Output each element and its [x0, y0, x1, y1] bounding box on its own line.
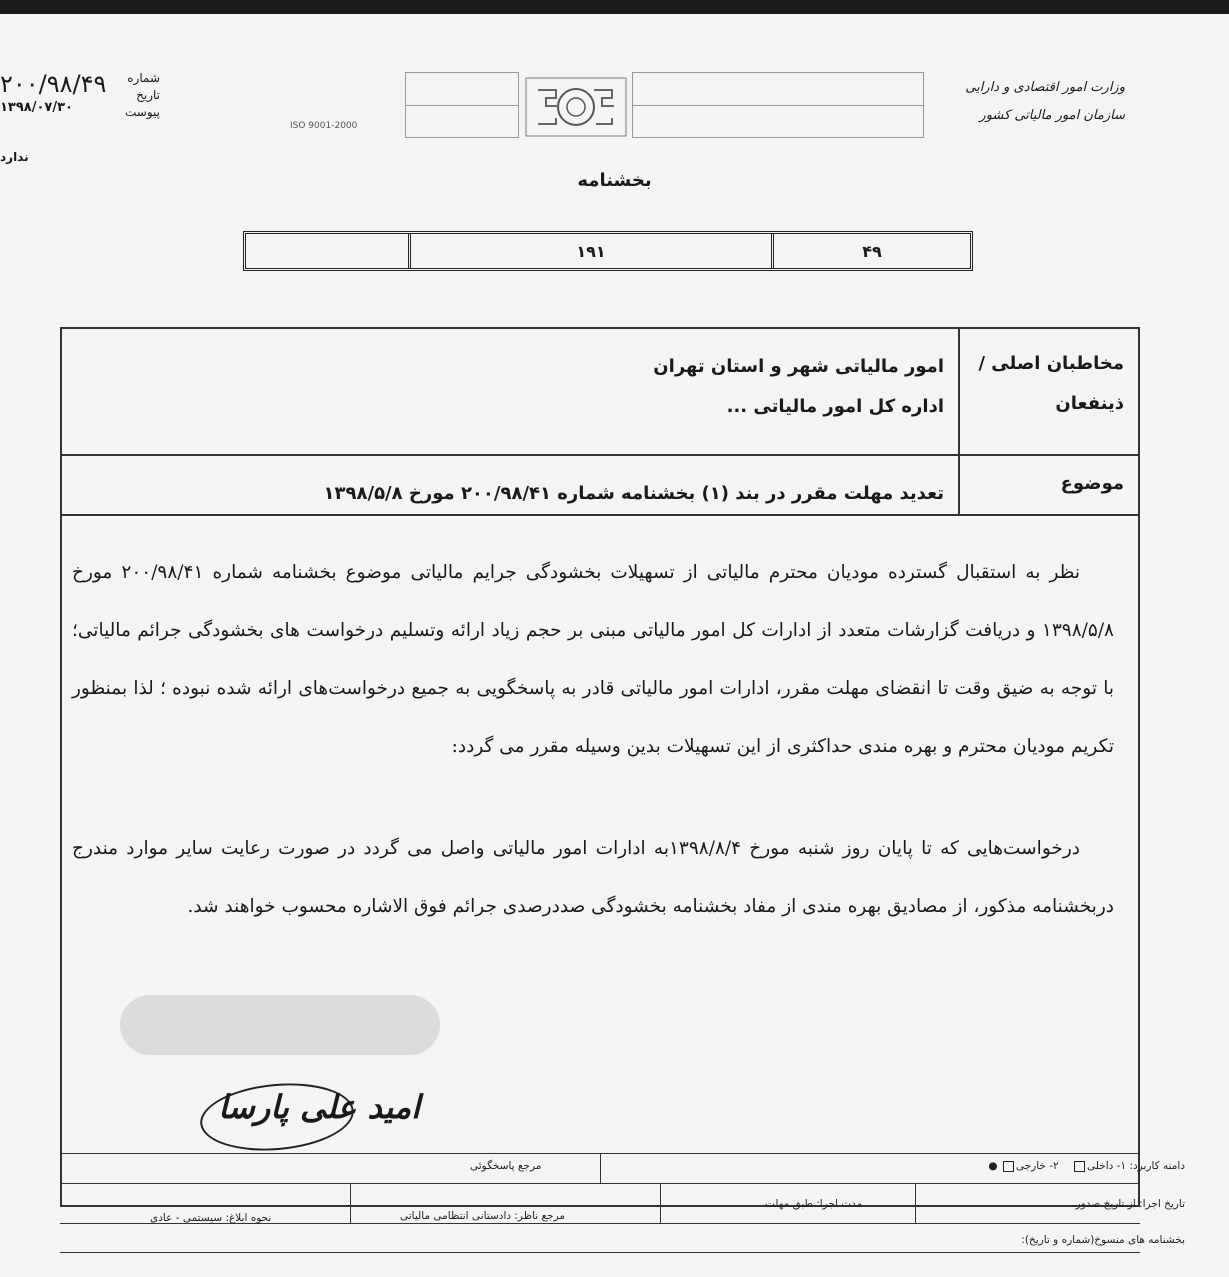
number-cell-2: ۱۹۱: [411, 234, 774, 268]
iso-label: ISO 9001-2000: [290, 121, 358, 131]
signature-text: امید علی پارسا: [218, 1088, 420, 1126]
internal-checkbox[interactable]: [1074, 1161, 1085, 1172]
external-label: ۲- خارجی: [1015, 1160, 1059, 1172]
recipients-label-line-1: مخاطبان اصلی /: [978, 353, 1124, 374]
cancelled-circulars: بخشنامه های منسوخ(شماره و تاریخ):: [1021, 1234, 1185, 1246]
usage-scope: دامنه کاربرد: ۱- داخلی ۲- خارجی ●: [988, 1160, 1185, 1172]
footer-divider-2: [350, 1183, 351, 1223]
ref-label-number: شماره: [127, 71, 160, 85]
reference-authority: مرجع پاسخگوئی: [470, 1160, 542, 1172]
signature: [200, 1070, 440, 1165]
ref-label-date: تاریخ: [136, 88, 160, 102]
reference-labels: [110, 70, 160, 121]
circular-number-box: [243, 231, 973, 271]
footer-divider-3: [660, 1183, 661, 1223]
recipients-label: [958, 329, 1138, 454]
top-bar: [0, 0, 1229, 14]
ministry-emblem-icon: [524, 76, 628, 138]
notification-method: نحوه ابلاغ: سیستمی - عادی: [150, 1212, 272, 1224]
recipients-line-1: امور مالیاتی شهر و استان تهران: [653, 356, 944, 377]
redaction-smudge: [120, 995, 440, 1055]
footer-divider-1: [600, 1153, 601, 1183]
subject-label: موضوع: [958, 454, 1138, 514]
recipients-label-line-2: ذینفعان: [1055, 393, 1124, 414]
document-title: بخشنامه: [577, 170, 652, 191]
footer-line-2: [60, 1183, 1140, 1184]
number-cell-1: [246, 234, 411, 268]
attachment-note: ندارد: [0, 150, 29, 164]
recipients-value: [653, 347, 944, 427]
ministry-header: [965, 74, 1125, 130]
footer-line-4: [60, 1252, 1140, 1253]
ministry-line-1: وزارت امور اقتصادی و دارایی: [965, 80, 1125, 95]
recipients-line-2: اداره کل امور مالیاتی ...: [726, 396, 944, 417]
ministry-line-2: سازمان امور مالیاتی کشور: [979, 108, 1125, 123]
reference-number: ۲۰۰/۹۸/۴۹: [0, 70, 107, 98]
header-frame-right: [632, 72, 924, 138]
execution-period: مدت اجرا: طبق مهلت: [765, 1198, 863, 1210]
execution-date: تاریخ اجرا: از تاریخ صدور: [1075, 1198, 1185, 1210]
circular-body: [72, 544, 1114, 936]
body-paragraph-1: نظر به استقبال گسترده مودیان محترم مالیاتی از تسهیلات بخشودگی جرایم مالیاتی موضوع بخشنامه شماره ۲۰۰/۹۸/۴۱ مورخ ۱۳۹۸/۵/۸ و دریافت گزارشات متعدد از ادارات کل امور مالیاتی مبنی بر حجم زیاد ارائه وتسلیم درخواست های بخشودگی جرائم مالیاتی؛ با توجه به ضیق وقت تا انقضای مهلت مقرر، ادارات امور مالیاتی قادر به پاسخگویی به جمیع درخواست‌های ارائه شده نبوده ؛ لذا بمنظور تکریم مودیان محترم و بهره مندی حداکثری از این تسهیلات بدین وسیله مقرر می گردد:: [72, 562, 1114, 757]
ref-label-attachment: پیوست: [125, 105, 160, 119]
usage-label: دامنه کاربرد: ۱- داخلی: [1087, 1160, 1185, 1172]
subject-value: تعدید مهلت مقرر در بند (۱) بخشنامه شماره ۲۰۰/۹۸/۴۱ مورخ ۱۳۹۸/۵/۸: [323, 483, 944, 504]
number-cell-3: ۴۹: [862, 241, 882, 261]
external-checkbox[interactable]: [1003, 1161, 1014, 1172]
reference-date: ۱۳۹۸/۰۷/۳۰: [0, 100, 73, 115]
footer-divider-4: [915, 1183, 916, 1223]
subject-row: [62, 454, 1138, 516]
header-frame-left: [405, 72, 519, 138]
recipients-row: [62, 329, 1138, 456]
body-paragraph-2: درخواست‌هایی که تا پایان روز شنبه مورخ ۱۳۹۸/۸/۴به ادارات امور مالیاتی واصل می گردد در صورت رعایت سایر موارد مندرج دربخشنامه مذکور، از مصادیق بهره مندی از مفاد بخشنامه بخشودگی صددرصدی جرائم فوق الاشاره محسوب خواهند شد.: [72, 838, 1114, 917]
supervisor-authority: مرجع ناظر: دادستانی انتظامی مالیاتی: [400, 1210, 566, 1222]
